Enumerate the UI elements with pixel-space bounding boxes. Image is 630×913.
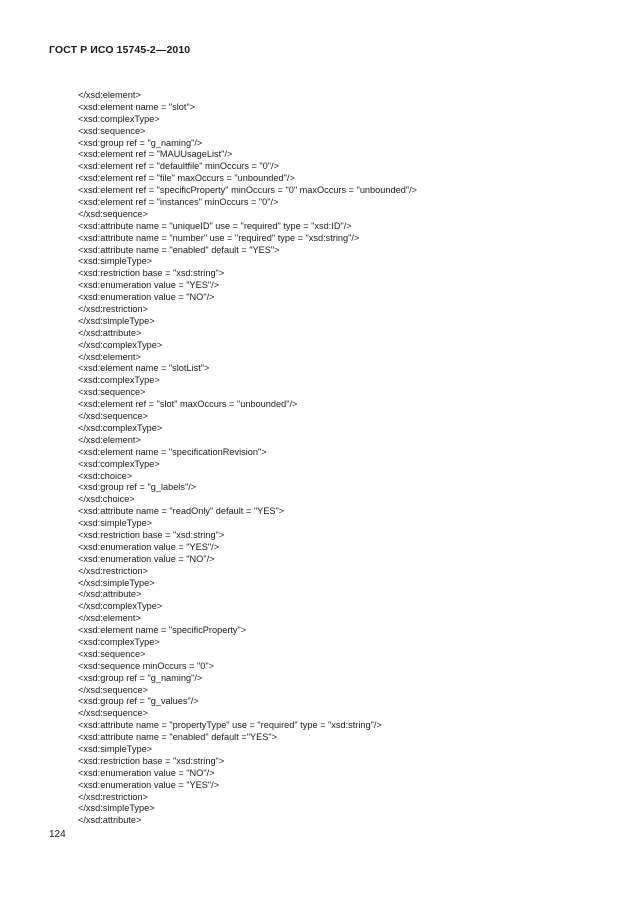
code-line: <xsd:element ref = "defaultfile" minOccurs = "0"/> — [78, 161, 279, 172]
code-line: <xsd:attribute name = "enabled" default ="YES"> — [78, 732, 277, 743]
code-line: <xsd:attribute name = "uniqueID" use = "required" type = "xsd:ID"/> — [78, 220, 352, 231]
code-line: </xsd:complexType> — [78, 339, 163, 350]
code-line: </xsd:sequence> — [78, 708, 148, 719]
code-line: </xsd:element> — [78, 434, 141, 445]
code-line: <xsd:group ref = "g_naming"/> — [78, 137, 203, 148]
code-line: </xsd:attribute> — [78, 815, 142, 826]
code-line: <xsd:attribute name = "enabled" default = "YES"> — [78, 244, 280, 255]
code-line: <xsd:enumeration value = "YES"/> — [78, 779, 220, 790]
code-line: </xsd:restriction> — [78, 565, 148, 576]
code-line: <xsd:restriction base = "xsd:string"> — [78, 755, 225, 766]
code-line: <xsd:element ref = "instances" minOccurs = "0"/> — [78, 197, 279, 208]
code-line: </xsd:sequence> — [78, 684, 148, 695]
code-line: </xsd:choice> — [78, 494, 135, 505]
code-line: </xsd:sequence> — [78, 411, 148, 422]
code-line: <xsd:sequence> — [78, 125, 146, 136]
code-line: </xsd:element> — [78, 351, 141, 362]
code-line: </xsd:attribute> — [78, 589, 142, 600]
code-line: <xsd:enumeration value = "NO"/> — [78, 292, 215, 303]
code-line: <xsd:group ref = "g_naming"/> — [78, 672, 203, 683]
code-line: </xsd:simpleType> — [78, 803, 155, 814]
code-line: <xsd:sequence> — [78, 387, 146, 398]
code-line: <xsd:enumeration value = "YES"/> — [78, 541, 220, 552]
code-line: </xsd:restriction> — [78, 791, 148, 802]
code-line: <xsd:element name = "specificationRevision"> — [78, 446, 267, 457]
code-line: <xsd:choice> — [78, 470, 133, 481]
code-line: </xsd:complexType> — [78, 601, 163, 612]
code-line: <xsd:enumeration value = "NO"/> — [78, 767, 215, 778]
code-line: <xsd:element ref = "MAUUsageList"/> — [78, 149, 233, 160]
code-line: </xsd:sequence> — [78, 208, 148, 219]
code-line: </xsd:simpleType> — [78, 577, 155, 588]
code-line: </xsd:complexType> — [78, 422, 163, 433]
code-line: <xsd:element ref = "specificProperty" minOccurs = "0" maxOccurs = "unbounded"/> — [78, 185, 417, 196]
code-line: <xsd:complexType> — [78, 458, 160, 469]
code-line: <xsd:simpleType> — [78, 256, 153, 267]
code-line: <xsd:simpleType> — [78, 518, 153, 529]
code-line: <xsd:element name = "slotList"> — [78, 363, 210, 374]
code-line: <xsd:element name = "specificProperty"> — [78, 625, 247, 636]
code-line: <xsd:simpleType> — [78, 743, 153, 754]
code-line: <xsd:attribute name = "readOnly" default = "YES"> — [78, 506, 285, 517]
page-number: 124 — [49, 829, 66, 840]
code-line: <xsd:enumeration value = "NO"/> — [78, 553, 215, 564]
code-line: <xsd:element ref = "slot" maxOccurs = "unbounded"/> — [78, 399, 298, 410]
code-line: </xsd:simpleType> — [78, 315, 155, 326]
code-line: <xsd:attribute name = "propertyType" use = "required" type = "xsd:string"/> — [78, 720, 382, 731]
code-line: <xsd:sequence minOccurs = "0"> — [78, 660, 214, 671]
code-line: <xsd:element ref = "file" maxOccurs = "unbounded"/> — [78, 173, 295, 184]
code-line: </xsd:restriction> — [78, 304, 148, 315]
code-line: </xsd:element> — [78, 613, 141, 624]
code-line: <xsd:restriction base = "xsd:string"> — [78, 268, 225, 279]
code-line: <xsd:group ref = "g_values"/> — [78, 696, 199, 707]
page-header: ГОСТ Р ИСО 15745-2—2010 — [49, 44, 191, 56]
code-line: <xsd:complexType> — [78, 375, 160, 386]
code-line: <xsd:element name = "slot"> — [78, 101, 196, 112]
code-listing — [78, 90, 598, 827]
code-line: </xsd:attribute> — [78, 327, 142, 338]
code-line: <xsd:group ref = "g_labels"/> — [78, 482, 197, 493]
code-line: <xsd:restriction base = "xsd:string"> — [78, 529, 225, 540]
code-line: <xsd:sequence> — [78, 648, 146, 659]
code-line: <xsd:attribute name = "number" use = "required" type = "xsd:string"/> — [78, 232, 360, 243]
code-line: <xsd:complexType> — [78, 636, 160, 647]
code-line: </xsd:element> — [78, 90, 141, 100]
code-line: <xsd:complexType> — [78, 113, 160, 124]
code-line: <xsd:enumeration value = "YES"/> — [78, 280, 220, 291]
